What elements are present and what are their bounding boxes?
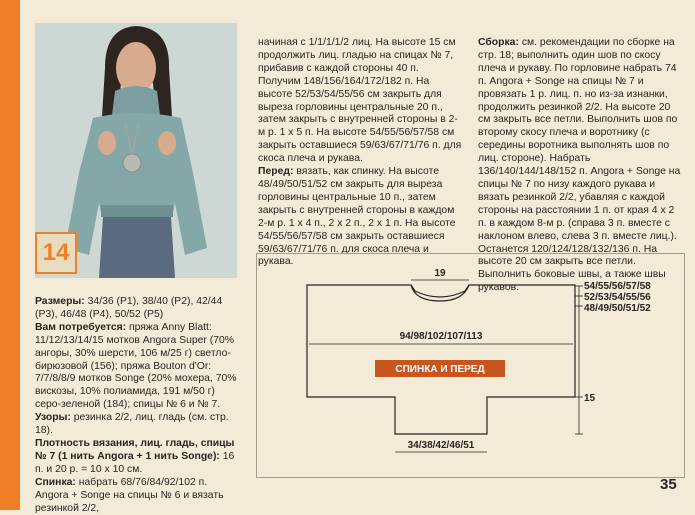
height-rib-label: 15 (584, 393, 596, 404)
height-total-label: 54/55/56/57/58 (584, 281, 651, 292)
back-continued-paragraph: начиная с 1/1/1/1/2 лиц. На высоте 15 см продолжить лиц. гладью на спицах № 7, прибавив с каждой стороны 40 п. Получим 148/156/164/172/182 п. На высоте 52/53/54/55/56 см закрыть для выреза горловины центральные 20 п., затем закрыть с внутренней стороны в 2-м р. 1 х 5 п. На высоте 54/55/56/57/58 см закрыть оставшиеся 59/63/67/71/76 п. для скоса плеча и рукава. (258, 37, 462, 165)
gauge-text: 16 п. и 20 р. = 10 х 10 см. (35, 450, 235, 475)
piece-label: СПИНКА И ПЕРЕД (395, 364, 485, 375)
front-label: Перед: (258, 166, 294, 178)
height-back-neck-label: 52/53/54/55/56 (584, 292, 651, 303)
front-text: вязать, как спинку. На высоте 48/49/50/51/52 см закрыть для выреза горловины центральные 10 п., затем закрыть с внутренней стороны в каждом 2-м р. 1 х 4 п., 2 х 2 п., 2 х 1 п. На высоте 54/55/56/57/58 см закрыть оставшиеся 59/63/67/71/76 п. для скоса плеча и рукава. (258, 166, 456, 268)
total-width-label: 94/98/102/107/113 (399, 331, 483, 342)
schematic-drawing (257, 254, 686, 479)
back-paragraph (35, 477, 242, 515)
gauge-paragraph (35, 438, 242, 477)
assembly-label: Сборка: (478, 37, 519, 48)
materials-text: пряжа Anny Blatt: 11/12/13/14/15 мотков Angora Super (70% ангоры, 30% шерсти, 106 м/25 г) светло-бирюзовой (156); пряжа Bouton d'Or: 7/7/8/8/9 мотков Songe (20% мохера, 70% вискозы, 10% полиамида, 191 м/50 г) серо-зеленой (184); спицы № 6 и № 7. (35, 321, 237, 411)
sizes-paragraph (35, 296, 242, 322)
back-text: набрать 68/76/84/92/102 п. Angora + Songe на спицы № 6 и вязать резинкой 2/2, (35, 476, 224, 514)
model-number-badge: 14 (35, 232, 77, 274)
neck-width-label: 19 (434, 268, 446, 279)
hem-width-label: 34/38/42/46/51 (407, 440, 475, 451)
height-front-neck-label: 48/49/50/51/52 (584, 303, 651, 314)
assembly-text: см. рекомендации по сборке на стр. 18; выполнить один шов по скосу плеча и рукаву. По горловине набрать 74 п. Angora + Songe на спицы № 7 и провязать 1 р. лиц. п. но из-за изнанки, продолжить резинкой 2/2. На высоте 20 см закрыть все петли. Выполнить шов по второму скосу плеча и воротнику (с середины воротника выполнять шов по лиц. стороне). Набрать 136/140/144/148/152 п. Angora + Songe на спицы № 7 по низу каждого рукава и вязать резинкой 2/2, убавляя с каждой стороны на расстоянии 1 п. от края 4 х 2 п. в каждом 8-м р. (справа 3 п. вместе с наклоном влево, слева 3 п. вместе лиц.). Останется 120/124/128/132/136 п. На высоте 20 см закрыть все петли. Выполнить боковые швы, а также швы рукавов. (478, 37, 681, 294)
back-label: Спинка: (35, 476, 76, 488)
patterns-label: Узоры: (35, 412, 71, 424)
patterns-paragraph (35, 412, 242, 438)
sizes-text: 34/36 (Р1), 38/40 (Р2), 42/44 (Р3), 46/48 (Р4), 50/52 (Р5) (35, 296, 223, 320)
materials-paragraph (35, 322, 242, 412)
orange-edge-stripe (0, 0, 20, 510)
instructions-column-1 (35, 296, 242, 515)
page-number: 35 (660, 476, 677, 493)
garment-outline (307, 285, 575, 434)
patterns-text: резинка 2/2, лиц. гладь (см. стр. 18). (35, 412, 229, 437)
instructions-column-2 (258, 37, 463, 269)
gauge-label: Плотность вязания, лиц. гладь, спицы № 7 (1 нить Angora + 1 нить Songe): (35, 437, 235, 462)
materials-label: Вам потребуется: (35, 321, 127, 333)
sizes-label: Размеры: (35, 296, 85, 307)
pattern-schematic (256, 253, 685, 478)
